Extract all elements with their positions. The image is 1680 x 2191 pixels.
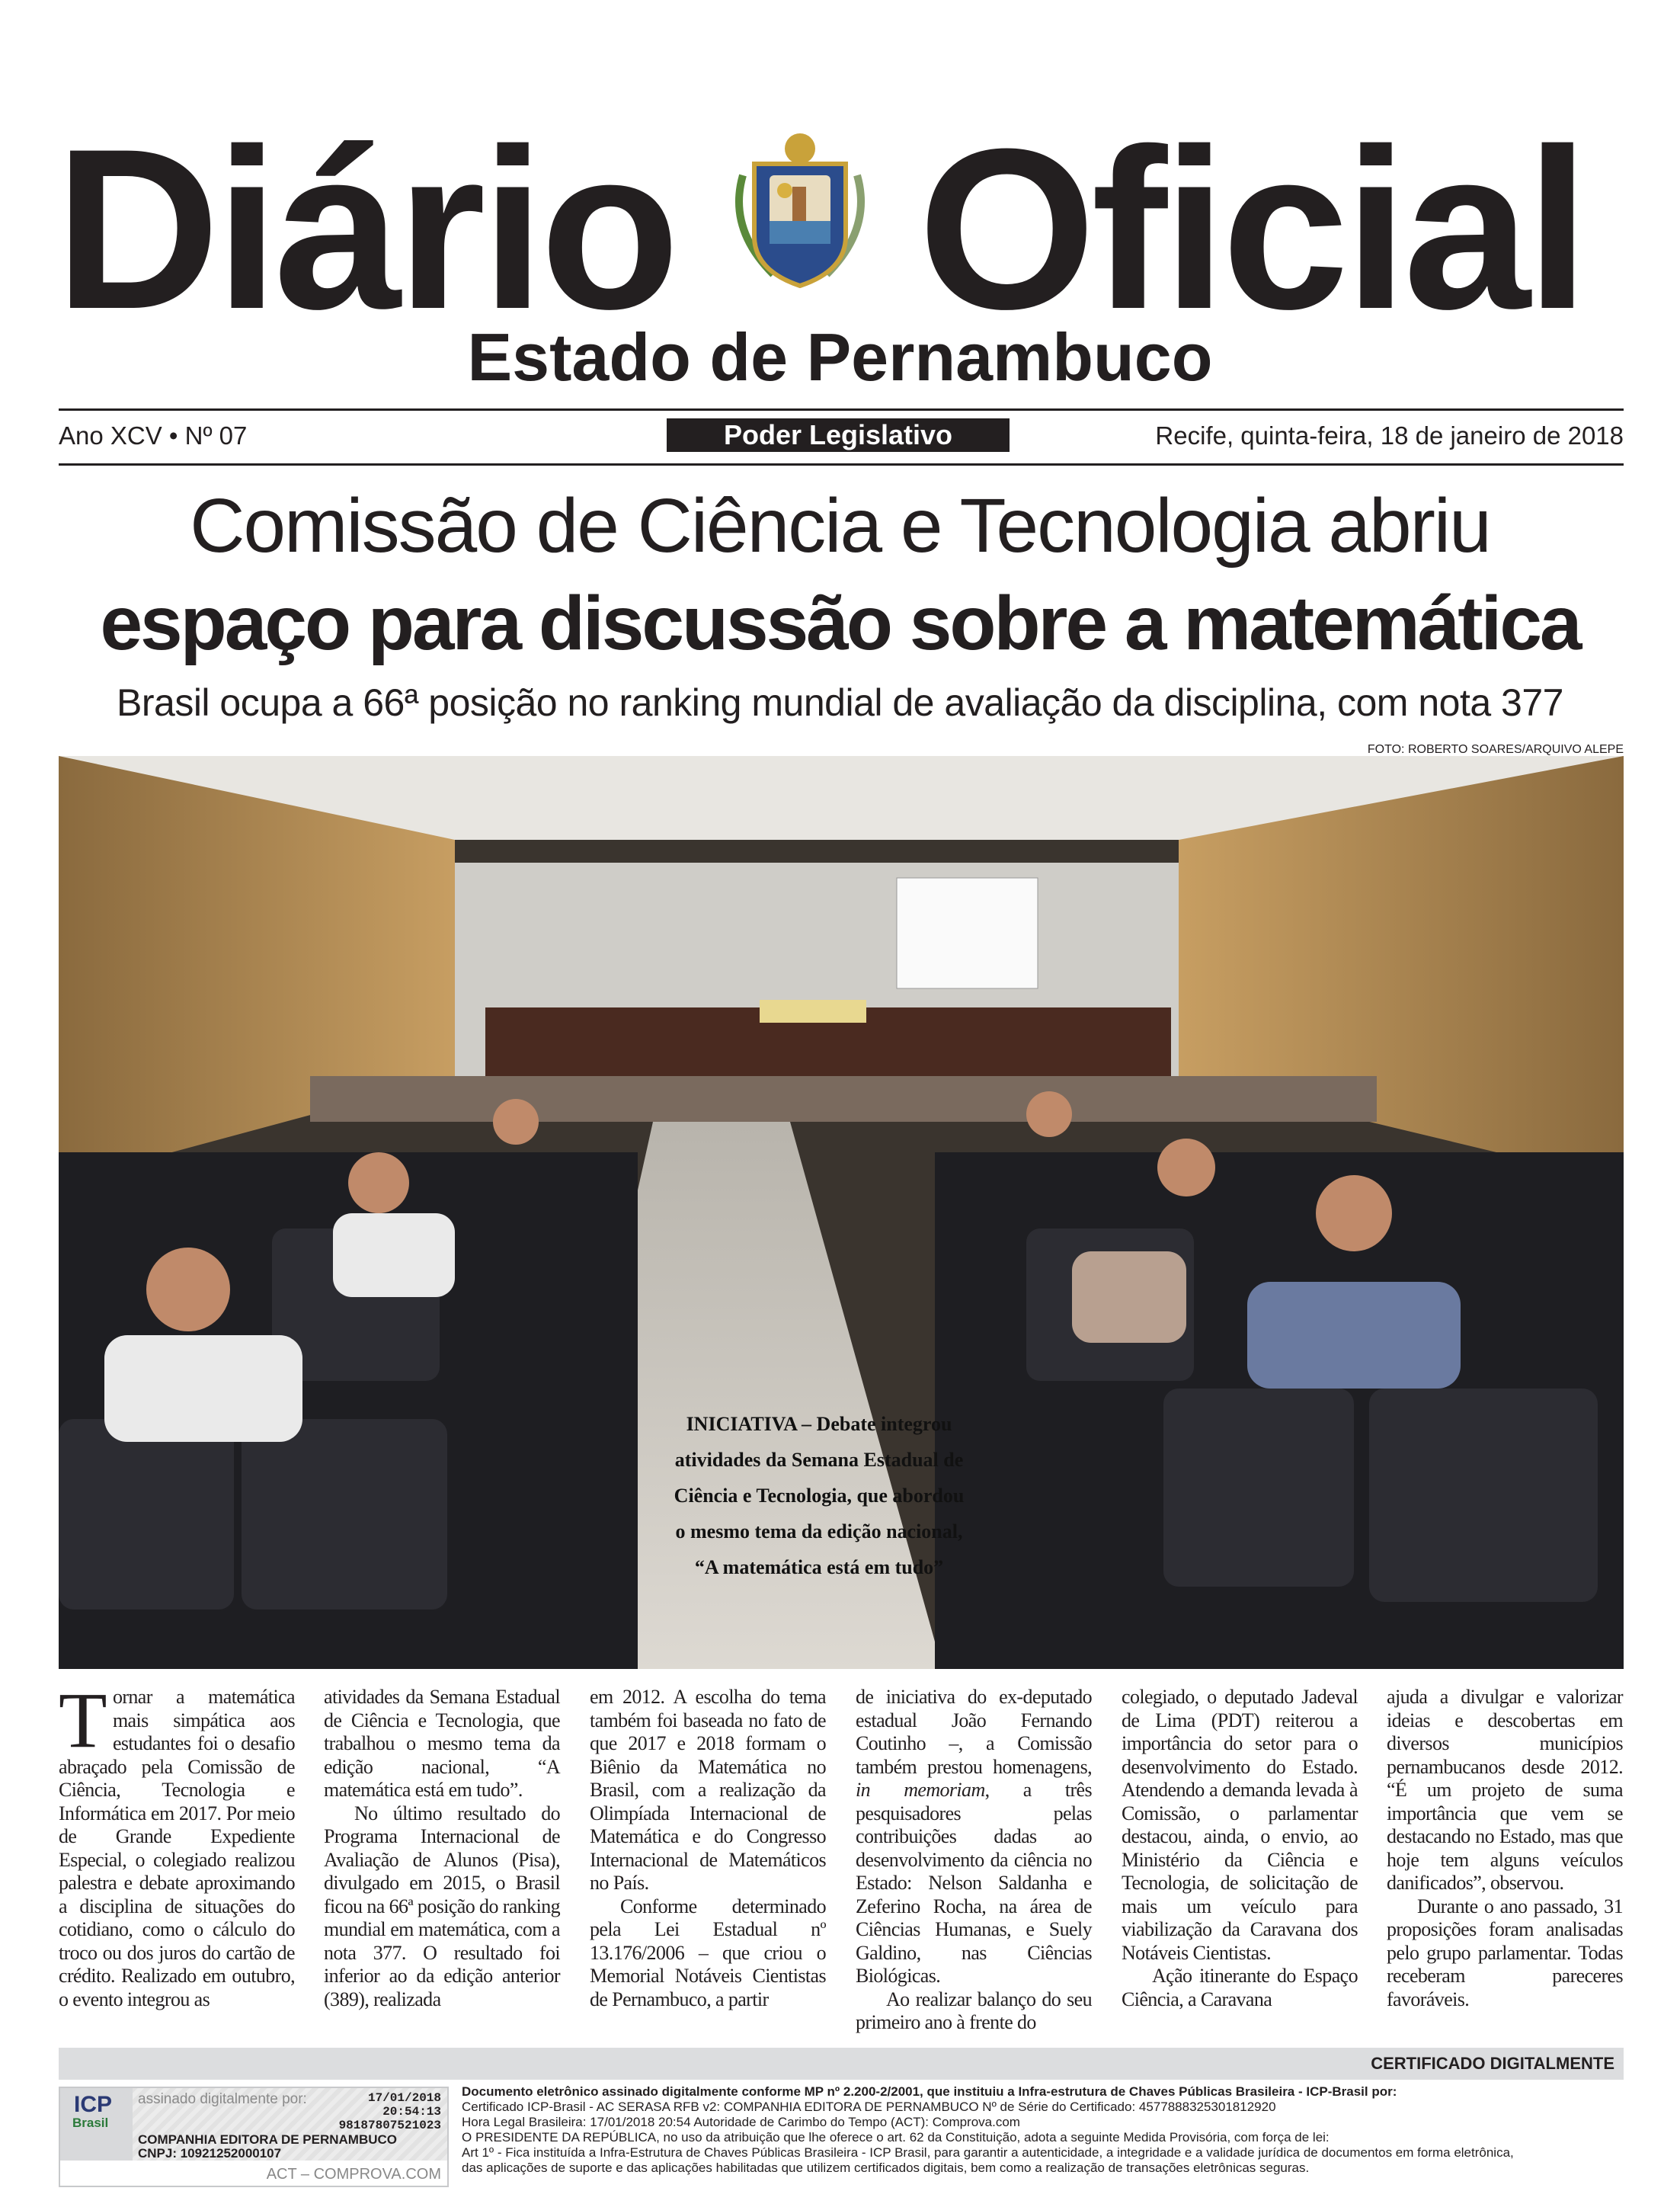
issue-number: Ano XCV • Nº 07: [59, 421, 248, 450]
signature-stamp: [59, 2087, 449, 2187]
signature-time: 20:54:13: [382, 2105, 441, 2119]
paragraph: colegiado, o deputado Jadeval de Lima (PDT) reiterou a importância do setor para o desenvolvimento do Estado. Atendendo a demanda levada à Comissão, o parlamentar destacou, ainda, o envio, ao Ministério da Ciência e Tecnologia, de solicitação de mais um veículo para viabilização da Caravana dos Notáveis Cientistas.: [1122, 1686, 1358, 1964]
signature-date: 17/01/2018: [367, 2091, 441, 2105]
signed-by-label: assinado digitalmente por:: [138, 2091, 307, 2107]
cnpj: CNPJ: 10921252000107: [138, 2146, 282, 2161]
paragraph: atividades da Semana Estadual de Ciência e Tecnologia, que trabalhou o mesmo tema da edição nacional, “A matemática está em tudo”.: [324, 1686, 560, 1801]
paragraph: Ação itinerante do Espaço Ciência, a Caravana: [1122, 1965, 1358, 2010]
article-column-3: [590, 1686, 826, 2011]
certificate-line: Documento eletrônico assinado digitalmente conforme MP nº 2.200-2/2001, que instituiu a Infra-estrutura de Chaves Públicas Brasileira - ICP-Brasil por:: [462, 2084, 1397, 2099]
certificate-line: Hora Legal Brasileira: 17/01/2018 20:54 Autoridade de Carimbo do Tempo (ACT): Comprova.com: [462, 2115, 1020, 2129]
paragraph: ornar a matemática mais simpática aos estudantes foi o desafio abraçado pela Comissão de Ciência, Tecnologia e Informática em 2017. Por meio de Grande Expediente Especial, o colegiado realizou palestra e debate aproximando a disciplina de situações do cotidiano, como o cálculo do troco ou dos juros do cartão de crédito. Realizado em outubro, o evento integrou as: [59, 1686, 295, 2010]
paragraph: Conforme determinado pela Lei Estadual nº 13.176/2006 – que criou o Memorial Notáveis Cientistas de Pernambuco, a partir: [590, 1895, 826, 2010]
paragraph: No último resultado do Programa Internacional de Avaliação de Alunos (Pisa), divulgado em 2015, o Brasil ficou na 66ª posição do ranking mundial em matemática, com a nota 377. O resultado foi inferior ao da edição anterior (389), realizada: [324, 1802, 560, 2010]
icp-logo-subtext: Brasil: [72, 2116, 109, 2130]
masthead-title-left: Diário: [55, 101, 676, 357]
certificate-text: [462, 2084, 1620, 2176]
masthead-subtitle: Estado de Pernambuco: [467, 319, 1213, 395]
certificate-line: Art 1º - Fica instituída a Infra-Estrutura de Chaves Públicas Brasileira - ICP Brasil, para garantir a autenticidade, a integridade e a validade jurídica de documentos em forma eletrônica,: [462, 2145, 1514, 2160]
act-label: ACT – COMPROVA.COM: [266, 2166, 441, 2183]
divider: [59, 463, 1624, 466]
text: de iniciativa do ex-deputado estadual João Fernando Coutinho –, a Comissão também prestou homenagens,: [856, 1686, 1092, 1778]
certified-label: CERTIFICADO DIGITALMENTE: [1371, 2054, 1614, 2073]
coat-of-arms-icon: [720, 130, 880, 293]
certificate-bar: [59, 2048, 1624, 2080]
paragraph: [856, 1686, 1092, 1988]
icp-logo-text: ICP: [74, 2092, 113, 2117]
paragraph: em 2012. A escolha do tema também foi baseada no fato de que 2017 e 2018 formam o Biênio da Matemática no Brasil, com a realização da Olimpíada Internacional de Matemática e do Congresso Internacional de Matemáticos no País.: [590, 1686, 826, 1894]
paragraph: Durante o ano passado, 31 proposições foram analisadas pelo grupo parlamentar. Todas receberam pareceres favoráveis.: [1387, 1895, 1623, 2010]
dateline: Recife, quinta-feira, 18 de janeiro de 2018: [1155, 421, 1624, 450]
divider: [59, 408, 1624, 411]
paragraph: ajuda a divulgar e valorizar ideias e descobertas em diversos municípios pernambucanos desde 2012. “É um projeto de suma importância que vem se destacando no Estado, mas que hoje tem alguns veículos danificados”, observou.: [1387, 1686, 1623, 1894]
article-column-2: [324, 1686, 560, 2011]
icp-brasil-logo: [60, 2088, 133, 2161]
masthead-title-right: Oficial: [918, 101, 1585, 357]
subheadline: Brasil ocupa a 66ª posição no ranking mundial de avaliação da disciplina, com nota 377: [117, 681, 1563, 724]
headline-line-1: Comissão de Ciência e Tecnologia abriu: [190, 483, 1490, 569]
company-name: COMPANHIA EDITORA DE PERNAMBUCO: [138, 2132, 398, 2147]
paragraph: Ao realizar balanço do seu primeiro ano à frente do: [856, 1988, 1092, 2033]
photo-caption: INICIATIVA – Debate integrou atividades da Semana Estadual de Ciência e Tecnologia, que abordou o mesmo tema da edição nacional, “A matemática está em tudo”: [674, 1413, 965, 1578]
certificate-line: das aplicações de suporte e das aplicações habilitadas que utilizem certificados digitais, bem como a realização de transações eletrônicas seguras.: [462, 2161, 1310, 2175]
headline-line-2: espaço para discussão sobre a matemática: [100, 581, 1580, 666]
article-column-1: [59, 1677, 295, 2011]
certificate-line: O PRESIDENTE DA REPÚBLICA, no uso da atribuição que lhe oferece o art. 62 da Constituição, adota a seguinte Medida Provisória, com força de lei:: [462, 2130, 1330, 2145]
section-label: Poder Legislativo: [667, 418, 1010, 452]
certificate-line: Certificado ICP-Brasil - AC SERASA RFB v2: COMPANHIA EDITORA DE PERNAMBUCO Nº de Série do Certificado: 4577888325301812920: [462, 2100, 1276, 2114]
article-column-5: [1122, 1686, 1358, 2011]
drop-cap: T: [59, 1677, 107, 1764]
signature-number: 98187807521023: [338, 2119, 441, 2132]
text: , a três pesquisadores pelas contribuições dadas ao desenvolvimento da ciência no Estado: Nelson Saldanha e Zeferino Rocha, na área de Ciências Humanas, e Suely Galdino, nas Ciências Biológicas.: [856, 1779, 1093, 1987]
photo-credit: FOTO: ROBERTO SOARES/ARQUIVO ALEPE: [1367, 743, 1624, 756]
article-column-4: [856, 1686, 1092, 2035]
italic-text: in memoriam: [856, 1779, 985, 1801]
article-column-6: [1387, 1686, 1623, 2011]
